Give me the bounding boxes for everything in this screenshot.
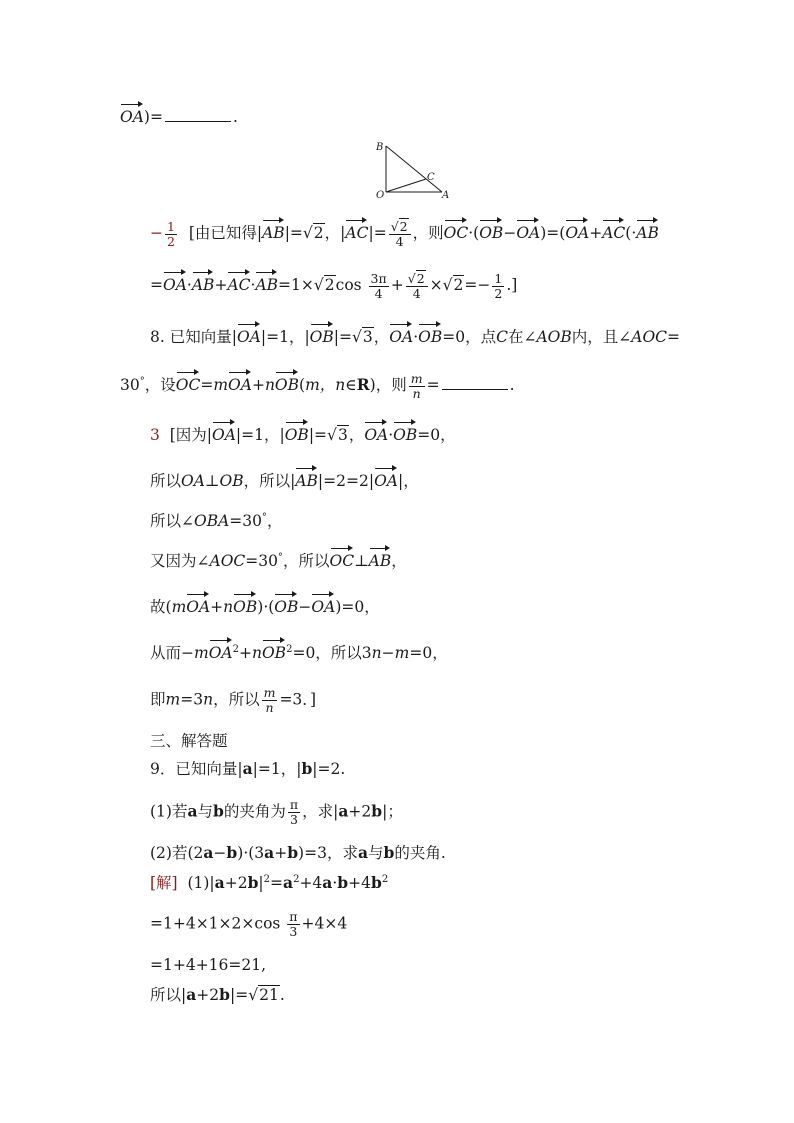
label-c: C [427, 172, 435, 183]
q9-solution-line1: [解] $(1)|a+2b|^2=a^2+4a\cdot b+4b^2$ [150, 873, 389, 892]
q7-answer-line1: − $\frac{1}{2}$ [由已知得|AB|=√2，|AC|= $\frac{√2}{4}$ ，则OC·(OB−OA)=(OA+AC(·AB [150, 218, 659, 249]
q8-solution-line5: 故(mOA+nOB)·(OB−OA)=0， [150, 592, 380, 618]
q8-answer: 3 [150, 426, 160, 444]
triangle-figure [370, 140, 450, 204]
q9-solution-line2: =1+4×1×2×cos $\frac{\pi}{3}$ +4×4 [150, 909, 348, 939]
label-o: O [376, 190, 385, 201]
q7-answer: − $\frac{1}{2}$ [150, 218, 175, 249]
question-8-line1: 8. 已知向量|OA|=1，|OB|=√3，OA·OB=0，点C在∠AOB内，且∠AOC= [150, 322, 680, 348]
q7-answer-line2: =OA·AB+AC·AB=1×√2cos $\frac{3\pi}{4}$ + $\frac{√2}{4}$ ×√2=− $\frac{1}{2}$ .] [150, 270, 518, 301]
q8-solution-line4: 又因为∠AOC=30°，所以OC⊥AB， [150, 546, 407, 572]
question-8-line2: 30°，设OC=mOA+nOB(m，n∈R)，则 $\frac{m}{n}$ = . [120, 370, 515, 401]
question-7-tail: OA)= . [120, 102, 238, 128]
question-9-part1: (1)若a与b的夹角为 $\frac{\pi}{3}$ ，求|a+2b|； [150, 797, 403, 827]
solution-tag: [解] [150, 874, 178, 892]
q8-solution-line2: 所以OA⊥OB，所以|AB|=2=2|OA|， [150, 466, 419, 492]
q9-solution-line4: 所以|a+2b|=√21. [150, 985, 285, 1004]
label-a: A [442, 190, 450, 201]
answer-blank [165, 107, 231, 122]
q8-solution-line6: 从而−mOA$^2$+nOB$^2$=0，所以3n−m=0， [150, 638, 448, 664]
q8-solution-line1: 3 [因为|OA|=1，|OB|=√3，OA·OB=0， [150, 420, 456, 446]
label-b: B [376, 142, 384, 153]
question-9-line1: 9．已知向量|a|=1，|b|=2. [150, 759, 346, 778]
q8-solution-line7: 即m=3n，所以 $\frac{m}{n}$ =3．] [150, 685, 317, 715]
question-9-part2: (2)若(2a−b)·(3a+b)=3，求a与b的夹角. [150, 843, 446, 862]
q9-solution-line3: =1+4+16=21, [150, 956, 267, 974]
answer-blank [442, 375, 508, 390]
section-title: 三、解答题 [150, 732, 228, 750]
q8-solution-line3: 所以∠OBA=30°， [150, 511, 283, 530]
vector-oa: OA [120, 102, 144, 128]
